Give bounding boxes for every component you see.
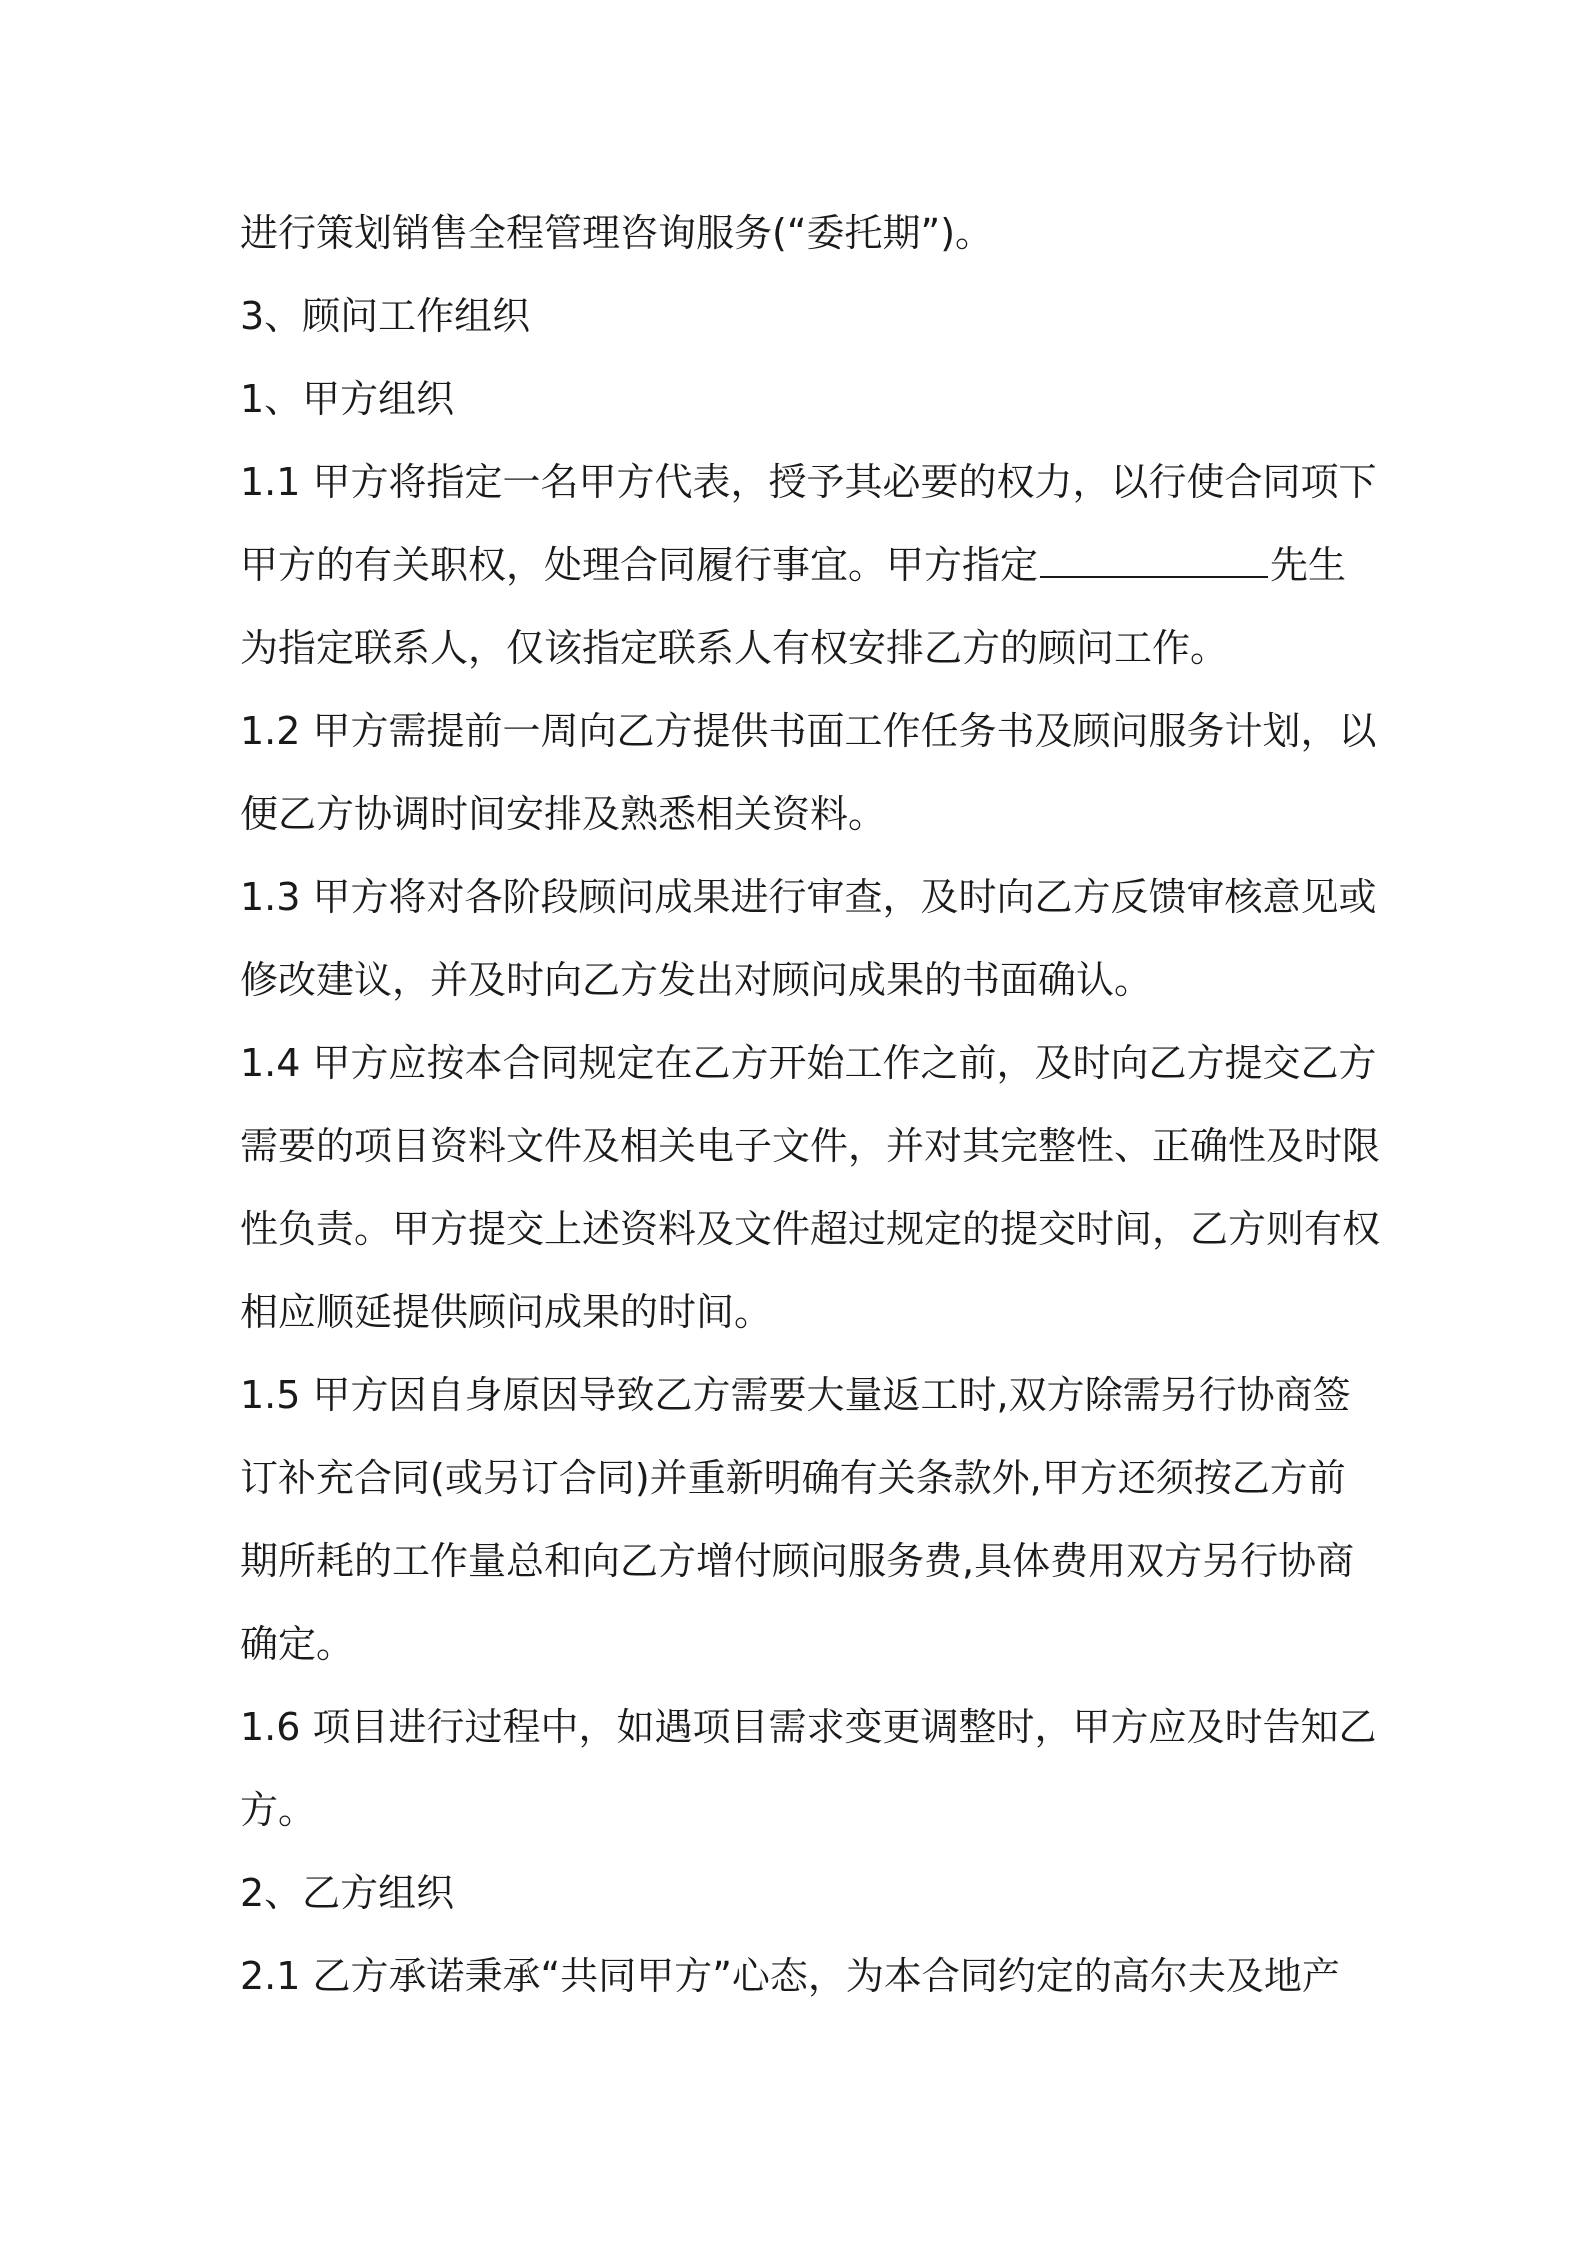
text-line: 1.2 甲方需提前一周向乙方提供书面工作任务书及顾问服务计划，以: [240, 709, 1377, 753]
text-line: 1.6 项目进行过程中，如遇项目需求变更调整时，甲方应及时告知乙: [240, 1705, 1377, 1749]
text-line-prefix: 甲方的有关职权，处理合同履行事宜。甲方指定: [240, 543, 1039, 587]
text-line: 期所耗的工作量总和向乙方增付顾问服务费,具体费用双方另行协商: [240, 1539, 1355, 1583]
text-line: 修改建议，并及时向乙方发出对顾问成果的书面确认。: [240, 958, 1153, 1002]
text-line: 便乙方协调时间安排及熟悉相关资料。: [240, 792, 887, 836]
text-line-suffix: 先生: [1270, 543, 1347, 587]
text-line: 进行策划销售全程管理咨询服务(“委托期”)。: [240, 211, 994, 255]
text-line: 2.1 乙方承诺秉承“共同甲方”心态，为本合同约定的高尔夫及地产: [240, 1954, 1340, 1998]
text-line: 性负责。甲方提交上述资料及文件超过规定的提交时间，乙方则有权: [240, 1207, 1381, 1251]
section-heading: 3、顾问工作组织: [240, 294, 531, 338]
text-line: 需要的项目资料文件及相关电子文件，并对其完整性、正确性及时限: [240, 1124, 1381, 1168]
fill-in-blank: [1040, 532, 1268, 578]
subsection-heading: 2、乙方组织: [240, 1871, 455, 1915]
text-line: 方。: [240, 1788, 317, 1832]
text-line: 1.4 甲方应按本合同规定在乙方开始工作之前，及时向乙方提交乙方: [240, 1041, 1377, 1085]
text-line: 订补充合同(或另订合同)并重新明确有关条款外,甲方还须按乙方前: [240, 1456, 1346, 1500]
subsection-heading: 1、甲方组织: [240, 377, 455, 421]
text-line: 相应顺延提供顾问成果的时间。: [240, 1290, 773, 1334]
text-line: 为指定联系人，仅该指定联系人有权安排乙方的顾问工作。: [240, 626, 1229, 670]
text-line: 1.1 甲方将指定一名甲方代表，授予其必要的权力，以行使合同项下: [240, 460, 1377, 504]
text-line-with-blank: [240, 524, 1360, 607]
text-line: 1.5 甲方因自身原因导致乙方需要大量返工时,双方除需另行协商签: [240, 1373, 1351, 1417]
document-body: [240, 192, 1381, 2018]
text-line: 确定。: [240, 1622, 355, 1666]
text-line: 1.3 甲方将对各阶段顾问成果进行审查，及时向乙方反馈审核意见或: [240, 875, 1377, 919]
